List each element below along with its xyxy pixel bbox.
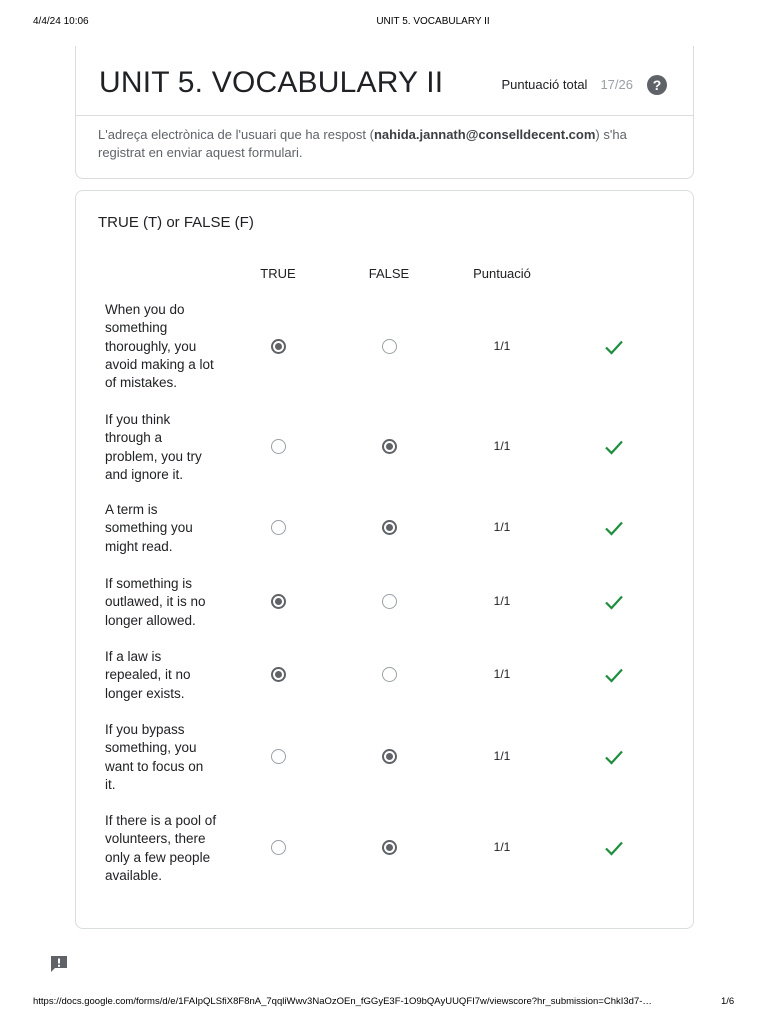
page-url: https://docs.google.com/forms/d/e/1FAIpQLSfiX8F8nA_7qqliWwv3NaOzOEn_fGGyE3F-1O9bQAyUUQFI7w/viewscore?hr_submission=ChkI3d7-… xyxy=(33,996,652,1007)
correct-check-icon xyxy=(604,747,624,767)
row-score: 1/1 xyxy=(493,339,511,353)
grid-row xyxy=(76,812,693,884)
row-score: 1/1 xyxy=(493,749,511,763)
row-score: 1/1 xyxy=(493,520,511,534)
total-score xyxy=(501,77,633,92)
feedback-icon[interactable] xyxy=(49,954,69,974)
correct-check-icon xyxy=(604,437,624,457)
email-note xyxy=(98,126,668,162)
print-header xyxy=(0,16,768,30)
page-number: 1/6 xyxy=(721,996,735,1007)
row-score: 1/1 xyxy=(493,840,511,854)
radio-true[interactable] xyxy=(271,339,286,354)
column-header-score: Puntuació xyxy=(473,266,531,281)
radio-false[interactable] xyxy=(382,749,397,764)
email-note-suffix: ) s'ha registrat en enviar aquest formulari. xyxy=(98,127,627,160)
row-statement: If you bypass something, you want to focus on it. xyxy=(105,722,204,792)
radio-true[interactable] xyxy=(271,594,286,609)
grid-row xyxy=(76,301,693,393)
radio-true[interactable] xyxy=(271,439,286,454)
total-score-label: Puntuació total xyxy=(501,77,588,92)
radio-true[interactable] xyxy=(271,749,286,764)
print-title: UNIT 5. VOCABULARY II xyxy=(376,16,490,27)
radio-true[interactable] xyxy=(271,840,286,855)
radio-true[interactable] xyxy=(271,520,286,535)
print-footer xyxy=(0,996,768,1010)
row-statement: If a law is repealed, it no longer exists. xyxy=(105,649,191,701)
respondent-email: nahida.jannath@conselldecent.com xyxy=(373,127,596,142)
column-header-true: TRUE xyxy=(260,266,296,281)
grid-row xyxy=(76,721,693,793)
help-icon[interactable]: ? xyxy=(647,75,667,95)
row-statement: If something is outlawed, it is no longer allowed. xyxy=(105,576,206,628)
total-score-value: 17/26 xyxy=(600,77,633,92)
header-divider xyxy=(76,115,693,116)
question-card xyxy=(75,190,694,929)
row-statement: If you think through a problem, you try and ignore it. xyxy=(105,412,202,482)
grid-row xyxy=(76,648,693,702)
correct-check-icon xyxy=(604,518,624,538)
row-score: 1/1 xyxy=(493,667,511,681)
print-date: 4/4/24 10:06 xyxy=(33,16,89,27)
radio-false[interactable] xyxy=(382,439,397,454)
grid-row xyxy=(76,501,693,555)
radio-false[interactable] xyxy=(382,339,397,354)
radio-false[interactable] xyxy=(382,667,397,682)
row-score: 1/1 xyxy=(493,594,511,608)
row-statement: A term is something you might read. xyxy=(105,502,193,554)
radio-true[interactable] xyxy=(271,667,286,682)
correct-check-icon xyxy=(604,592,624,612)
correct-check-icon xyxy=(604,838,624,858)
form-header-card xyxy=(75,46,694,179)
radio-false[interactable] xyxy=(382,594,397,609)
form-title: UNIT 5. VOCABULARY II xyxy=(99,66,444,99)
radio-false[interactable] xyxy=(382,520,397,535)
correct-check-icon xyxy=(604,665,624,685)
question-title: TRUE (T) or FALSE (F) xyxy=(98,214,254,231)
radio-false[interactable] xyxy=(382,840,397,855)
column-header-false: FALSE xyxy=(368,266,410,281)
row-statement: If there is a pool of volunteers, there only a few people available. xyxy=(105,813,217,883)
correct-check-icon xyxy=(604,337,624,357)
email-note-prefix: L'adreça electrònica de l'usuari que ha respost ( xyxy=(98,127,374,142)
row-statement: When you do something thoroughly, you avoid making a lot of mistakes. xyxy=(105,302,214,391)
row-score: 1/1 xyxy=(493,439,511,453)
grid-row xyxy=(76,411,693,483)
grid-row xyxy=(76,575,693,629)
